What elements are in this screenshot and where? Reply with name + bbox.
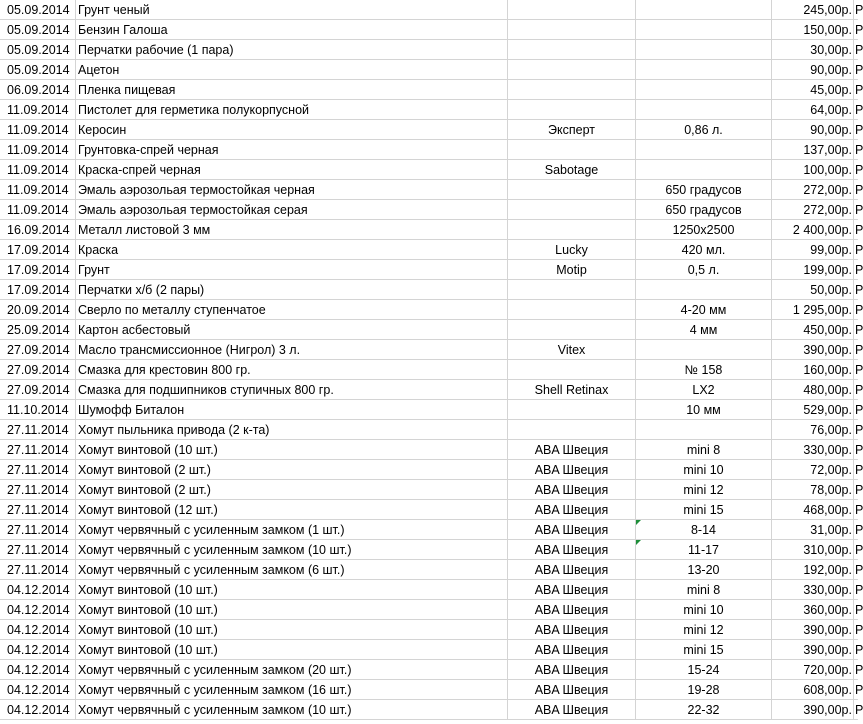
- brand-cell[interactable]: ABA Швеция: [508, 520, 636, 540]
- table-row: [0, 340, 863, 360]
- table-row: [0, 20, 863, 40]
- price-cell[interactable]: 245,00р.: [772, 0, 854, 20]
- item-name-cell[interactable]: Хомут винтовой (10 шт.): [76, 640, 508, 660]
- spec-cell[interactable]: 10 мм: [636, 400, 772, 420]
- table-row: [0, 600, 863, 620]
- next-column-cell[interactable]: Р: [855, 203, 863, 217]
- brand-cell[interactable]: ABA Швеция: [508, 660, 636, 680]
- next-column-cell[interactable]: Р: [855, 123, 863, 137]
- date-cell[interactable]: 27.11.2014: [0, 560, 76, 580]
- table-row: [0, 480, 863, 500]
- item-name-cell[interactable]: Шумофф Биталон: [76, 400, 508, 420]
- table-row: [0, 700, 863, 720]
- item-name-cell[interactable]: Металл листовой 3 мм: [76, 220, 508, 240]
- item-name-cell[interactable]: Бензин Галоша: [76, 20, 508, 40]
- spec-cell[interactable]: [636, 280, 772, 300]
- date-cell[interactable]: 17.09.2014: [0, 240, 76, 260]
- item-name-cell[interactable]: Хомут червячный с усиленным замком (6 шт.): [76, 560, 508, 580]
- item-name-cell[interactable]: Хомут винтовой (2 шт.): [76, 460, 508, 480]
- price-cell[interactable]: 31,00р.: [772, 520, 854, 540]
- table-row: [0, 220, 863, 240]
- table-row: [0, 260, 863, 280]
- price-cell[interactable]: 272,00р.: [772, 200, 854, 220]
- next-column-cell[interactable]: Р: [855, 403, 863, 417]
- date-cell[interactable]: 05.09.2014: [0, 0, 76, 20]
- price-cell[interactable]: 1 295,00р.: [772, 300, 854, 320]
- table-row: [0, 540, 863, 560]
- next-column-cell[interactable]: Р: [855, 623, 863, 637]
- table-row: [0, 460, 863, 480]
- item-name-cell[interactable]: Грунт: [76, 260, 508, 280]
- next-column-cell[interactable]: Р: [855, 323, 863, 337]
- brand-cell[interactable]: Shell Retinax: [508, 380, 636, 400]
- table-row: [0, 680, 863, 700]
- date-cell[interactable]: 11.09.2014: [0, 100, 76, 120]
- brand-cell[interactable]: Эксперт: [508, 120, 636, 140]
- table-row: [0, 360, 863, 380]
- brand-cell[interactable]: [508, 100, 636, 120]
- item-name-cell[interactable]: Краска: [76, 240, 508, 260]
- next-column-cell[interactable]: Р: [855, 383, 863, 397]
- brand-cell[interactable]: ABA Швеция: [508, 500, 636, 520]
- spec-cell[interactable]: [636, 40, 772, 60]
- price-cell[interactable]: 100,00р.: [772, 160, 854, 180]
- price-cell[interactable]: 468,00р.: [772, 500, 854, 520]
- price-cell[interactable]: 45,00р.: [772, 80, 854, 100]
- table-row: [0, 320, 863, 340]
- next-column-cell[interactable]: Р: [855, 483, 863, 497]
- date-cell[interactable]: 27.09.2014: [0, 380, 76, 400]
- table-row: [0, 120, 863, 140]
- price-cell[interactable]: 64,00р.: [772, 100, 854, 120]
- item-name-cell[interactable]: Эмаль аэрозольая термостойкая серая: [76, 200, 508, 220]
- spec-cell[interactable]: [636, 340, 772, 360]
- item-name-cell[interactable]: Хомут винтовой (10 шт.): [76, 580, 508, 600]
- cell-indicator-icon: [636, 520, 641, 525]
- next-column-cell[interactable]: Р: [855, 603, 863, 617]
- price-cell[interactable]: 160,00р.: [772, 360, 854, 380]
- brand-cell[interactable]: Sabotage: [508, 160, 636, 180]
- price-cell[interactable]: 76,00р.: [772, 420, 854, 440]
- brand-cell[interactable]: [508, 400, 636, 420]
- item-name-cell[interactable]: Пленка пищевая: [76, 80, 508, 100]
- date-cell[interactable]: 04.12.2014: [0, 700, 76, 720]
- price-cell[interactable]: 529,00р.: [772, 400, 854, 420]
- brand-cell[interactable]: ABA Швеция: [508, 600, 636, 620]
- spec-cell[interactable]: 4 мм: [636, 320, 772, 340]
- next-column-cell[interactable]: Р: [855, 443, 863, 457]
- spec-cell[interactable]: 420 мл.: [636, 240, 772, 260]
- item-name-cell[interactable]: Ацетон: [76, 60, 508, 80]
- date-cell[interactable]: 27.11.2014: [0, 440, 76, 460]
- next-column-cell[interactable]: Р: [855, 183, 863, 197]
- spec-cell[interactable]: [636, 60, 772, 80]
- item-name-cell[interactable]: Грунт ченый: [76, 0, 508, 20]
- date-cell[interactable]: 04.12.2014: [0, 620, 76, 640]
- item-name-cell[interactable]: Хомут червячный с усиленным замком (20 шт.): [76, 660, 508, 680]
- next-column-cell[interactable]: Р: [855, 703, 863, 717]
- price-cell[interactable]: 199,00р.: [772, 260, 854, 280]
- price-cell[interactable]: 450,00р.: [772, 320, 854, 340]
- item-name-cell[interactable]: Масло трансмиссионное (Нигрол) 3 л.: [76, 340, 508, 360]
- table-row: [0, 60, 863, 80]
- brand-cell[interactable]: ABA Швеция: [508, 700, 636, 720]
- brand-cell[interactable]: [508, 180, 636, 200]
- table-row: [0, 200, 863, 220]
- spec-cell[interactable]: mini 15: [636, 500, 772, 520]
- date-cell[interactable]: 11.09.2014: [0, 180, 76, 200]
- next-column-cell[interactable]: Р: [855, 543, 863, 557]
- date-cell[interactable]: 06.09.2014: [0, 80, 76, 100]
- brand-cell[interactable]: ABA Швеция: [508, 540, 636, 560]
- table-row: [0, 420, 863, 440]
- date-cell[interactable]: 05.09.2014: [0, 60, 76, 80]
- brand-cell[interactable]: [508, 140, 636, 160]
- brand-cell[interactable]: [508, 220, 636, 240]
- brand-cell[interactable]: ABA Швеция: [508, 620, 636, 640]
- next-column-cell[interactable]: Р: [855, 103, 863, 117]
- item-name-cell[interactable]: Хомут пыльника привода (2 к-та): [76, 420, 508, 440]
- item-name-cell[interactable]: Хомут винтовой (12 шт.): [76, 500, 508, 520]
- next-column-cell[interactable]: Р: [855, 283, 863, 297]
- spec-cell[interactable]: 13-20: [636, 560, 772, 580]
- date-cell[interactable]: 16.09.2014: [0, 220, 76, 240]
- spec-cell[interactable]: mini 12: [636, 480, 772, 500]
- item-name-cell[interactable]: Хомут червячный с усиленным замком (10 шт.): [76, 700, 508, 720]
- table-row: [0, 380, 863, 400]
- next-column-cell[interactable]: Р: [855, 243, 863, 257]
- spec-cell[interactable]: mini 8: [636, 580, 772, 600]
- date-cell[interactable]: 27.09.2014: [0, 340, 76, 360]
- brand-cell[interactable]: Lucky: [508, 240, 636, 260]
- date-cell[interactable]: 04.12.2014: [0, 660, 76, 680]
- date-cell[interactable]: 04.12.2014: [0, 680, 76, 700]
- date-cell[interactable]: 27.11.2014: [0, 500, 76, 520]
- table-row: [0, 400, 863, 420]
- spec-cell[interactable]: LX2: [636, 380, 772, 400]
- date-cell[interactable]: 20.09.2014: [0, 300, 76, 320]
- spec-cell[interactable]: mini 12: [636, 620, 772, 640]
- spec-cell[interactable]: mini 15: [636, 640, 772, 660]
- table-row: [0, 100, 863, 120]
- table-row: [0, 660, 863, 680]
- price-cell[interactable]: 608,00р.: [772, 680, 854, 700]
- next-column-cell[interactable]: Р: [855, 163, 863, 177]
- table-row: [0, 180, 863, 200]
- spec-cell[interactable]: mini 10: [636, 600, 772, 620]
- date-cell[interactable]: 04.12.2014: [0, 600, 76, 620]
- table-row: [0, 160, 863, 180]
- item-name-cell[interactable]: Перчатки рабочие (1 пара): [76, 40, 508, 60]
- price-cell[interactable]: 150,00р.: [772, 20, 854, 40]
- table-row: [0, 80, 863, 100]
- spec-cell[interactable]: [636, 160, 772, 180]
- table-row: [0, 580, 863, 600]
- brand-cell[interactable]: Vitex: [508, 340, 636, 360]
- table-row: [0, 440, 863, 460]
- price-cell[interactable]: 480,00р.: [772, 380, 854, 400]
- table-row: [0, 0, 863, 20]
- price-cell[interactable]: 330,00р.: [772, 440, 854, 460]
- brand-cell[interactable]: ABA Швеция: [508, 560, 636, 580]
- next-column-cell[interactable]: Р: [855, 563, 863, 577]
- spec-cell[interactable]: 650 градусов: [636, 200, 772, 220]
- table-row: [0, 560, 863, 580]
- item-name-cell[interactable]: Краска-спрей черная: [76, 160, 508, 180]
- next-column-cell[interactable]: Р: [855, 43, 863, 57]
- price-cell[interactable]: 90,00р.: [772, 60, 854, 80]
- table-row: [0, 280, 863, 300]
- date-cell[interactable]: 11.09.2014: [0, 160, 76, 180]
- price-cell[interactable]: 50,00р.: [772, 280, 854, 300]
- spec-text: 11-17: [687, 543, 720, 557]
- price-cell[interactable]: 78,00р.: [772, 480, 854, 500]
- item-name-cell[interactable]: Хомут червячный с усиленным замком (16 шт.): [76, 680, 508, 700]
- table-row: [0, 240, 863, 260]
- spec-cell[interactable]: [636, 0, 772, 20]
- date-cell[interactable]: 17.09.2014: [0, 280, 76, 300]
- item-name-cell[interactable]: Хомут винтовой (10 шт.): [76, 600, 508, 620]
- next-column-cell[interactable]: Р: [855, 83, 863, 97]
- next-column-cell[interactable]: Р: [855, 23, 863, 37]
- price-cell[interactable]: 2 400,00р.: [772, 220, 854, 240]
- brand-cell[interactable]: [508, 80, 636, 100]
- item-name-cell[interactable]: Хомут винтовой (2 шт.): [76, 480, 508, 500]
- item-name-cell[interactable]: Хомут червячный с усиленным замком (1 шт.): [76, 520, 508, 540]
- price-cell[interactable]: 99,00р.: [772, 240, 854, 260]
- spec-cell[interactable]: [636, 20, 772, 40]
- item-name-cell[interactable]: Керосин: [76, 120, 508, 140]
- spec-cell[interactable]: № 158: [636, 360, 772, 380]
- date-cell[interactable]: 11.09.2014: [0, 200, 76, 220]
- brand-cell[interactable]: Motip: [508, 260, 636, 280]
- date-cell[interactable]: 05.09.2014: [0, 20, 76, 40]
- spec-cell[interactable]: 0,86 л.: [636, 120, 772, 140]
- spec-cell[interactable]: 650 градусов: [636, 180, 772, 200]
- next-column-cell[interactable]: Р: [855, 583, 863, 597]
- price-cell[interactable]: 137,00р.: [772, 140, 854, 160]
- next-column-cell[interactable]: Р: [855, 343, 863, 357]
- spec-text: 8-14: [690, 523, 717, 537]
- spec-cell[interactable]: [636, 140, 772, 160]
- item-name-cell[interactable]: Пистолет для герметика полукорпусной: [76, 100, 508, 120]
- price-cell[interactable]: 90,00р.: [772, 120, 854, 140]
- date-cell[interactable]: 11.09.2014: [0, 140, 76, 160]
- price-cell[interactable]: 360,00р.: [772, 600, 854, 620]
- brand-cell[interactable]: [508, 0, 636, 20]
- table-row: [0, 620, 863, 640]
- price-cell[interactable]: 272,00р.: [772, 180, 854, 200]
- price-cell[interactable]: 72,00р.: [772, 460, 854, 480]
- item-name-cell[interactable]: Хомут червячный с усиленным замком (10 шт.): [76, 540, 508, 560]
- next-column-cell[interactable]: Р: [855, 223, 863, 237]
- next-column-cell[interactable]: Р: [855, 643, 863, 657]
- brand-cell[interactable]: ABA Швеция: [508, 580, 636, 600]
- brand-cell[interactable]: [508, 320, 636, 340]
- table-row: [0, 40, 863, 60]
- brand-cell[interactable]: [508, 60, 636, 80]
- item-name-cell[interactable]: Смазка для крестовин 800 гр.: [76, 360, 508, 380]
- date-cell[interactable]: 27.11.2014: [0, 480, 76, 500]
- cell-indicator-icon: [636, 540, 641, 545]
- price-cell[interactable]: 330,00р.: [772, 580, 854, 600]
- spec-cell[interactable]: [636, 520, 772, 540]
- next-column-cell[interactable]: Р: [855, 303, 863, 317]
- date-cell[interactable]: 27.11.2014: [0, 540, 76, 560]
- table-row: [0, 640, 863, 660]
- price-cell[interactable]: 390,00р.: [772, 640, 854, 660]
- price-cell[interactable]: 720,00р.: [772, 660, 854, 680]
- next-column-cell[interactable]: Р: [855, 503, 863, 517]
- brand-cell[interactable]: ABA Швеция: [508, 460, 636, 480]
- price-cell[interactable]: 390,00р.: [772, 620, 854, 640]
- date-cell[interactable]: 27.11.2014: [0, 420, 76, 440]
- spec-cell[interactable]: 15-24: [636, 660, 772, 680]
- spec-cell[interactable]: [636, 420, 772, 440]
- date-cell[interactable]: 04.12.2014: [0, 580, 76, 600]
- item-name-cell[interactable]: Картон асбестовый: [76, 320, 508, 340]
- brand-cell[interactable]: ABA Швеция: [508, 640, 636, 660]
- next-column-cell[interactable]: Р: [855, 683, 863, 697]
- date-cell[interactable]: 27.11.2014: [0, 460, 76, 480]
- brand-cell[interactable]: [508, 360, 636, 380]
- next-column-cell[interactable]: Р: [855, 463, 863, 477]
- next-column-cell[interactable]: Р: [855, 143, 863, 157]
- spec-cell[interactable]: 1250х2500: [636, 220, 772, 240]
- table-row: [0, 140, 863, 160]
- table-row: [0, 500, 863, 520]
- date-cell[interactable]: 11.09.2014: [0, 120, 76, 140]
- item-name-cell[interactable]: Грунтовка-спрей черная: [76, 140, 508, 160]
- item-name-cell[interactable]: Эмаль аэрозольая термостойкая черная: [76, 180, 508, 200]
- brand-cell[interactable]: ABA Швеция: [508, 480, 636, 500]
- price-cell[interactable]: 390,00р.: [772, 700, 854, 720]
- next-column-cell[interactable]: Р: [855, 3, 863, 17]
- item-name-cell[interactable]: Хомут винтовой (10 шт.): [76, 440, 508, 460]
- next-column-cell[interactable]: Р: [855, 263, 863, 277]
- spec-cell[interactable]: [636, 80, 772, 100]
- date-cell[interactable]: 27.09.2014: [0, 360, 76, 380]
- date-cell[interactable]: 25.09.2014: [0, 320, 76, 340]
- item-name-cell[interactable]: Перчатки х/б (2 пары): [76, 280, 508, 300]
- brand-cell[interactable]: ABA Швеция: [508, 440, 636, 460]
- spec-cell[interactable]: [636, 100, 772, 120]
- brand-cell[interactable]: [508, 280, 636, 300]
- price-cell[interactable]: 192,00р.: [772, 560, 854, 580]
- date-cell[interactable]: 11.10.2014: [0, 400, 76, 420]
- date-cell[interactable]: 17.09.2014: [0, 260, 76, 280]
- brand-cell[interactable]: [508, 420, 636, 440]
- brand-cell[interactable]: [508, 20, 636, 40]
- brand-cell[interactable]: [508, 200, 636, 220]
- item-name-cell[interactable]: Смазка для подшипников ступичных 800 гр.: [76, 380, 508, 400]
- item-name-cell[interactable]: Сверло по металлу ступенчатое: [76, 300, 508, 320]
- table-row: [0, 300, 863, 320]
- date-cell[interactable]: 04.12.2014: [0, 640, 76, 660]
- spec-cell[interactable]: [636, 540, 772, 560]
- spec-cell[interactable]: 22-32: [636, 700, 772, 720]
- price-cell[interactable]: 310,00р.: [772, 540, 854, 560]
- spec-cell[interactable]: mini 8: [636, 440, 772, 460]
- spec-cell[interactable]: 0,5 л.: [636, 260, 772, 280]
- date-cell[interactable]: 27.11.2014: [0, 520, 76, 540]
- brand-cell[interactable]: ABA Швеция: [508, 680, 636, 700]
- brand-cell[interactable]: [508, 300, 636, 320]
- next-column-cell[interactable]: Р: [855, 63, 863, 77]
- spec-cell[interactable]: mini 10: [636, 460, 772, 480]
- spec-cell[interactable]: 4-20 мм: [636, 300, 772, 320]
- price-cell[interactable]: 390,00р.: [772, 340, 854, 360]
- table-row: [0, 520, 863, 540]
- next-column-cell[interactable]: Р: [855, 363, 863, 377]
- next-column-cell[interactable]: Р: [855, 663, 863, 677]
- next-column-cell[interactable]: Р: [855, 423, 863, 437]
- next-column-cell[interactable]: Р: [855, 523, 863, 537]
- item-name-cell[interactable]: Хомут винтовой (10 шт.): [76, 620, 508, 640]
- price-cell[interactable]: 30,00р.: [772, 40, 854, 60]
- brand-cell[interactable]: [508, 40, 636, 60]
- date-cell[interactable]: 05.09.2014: [0, 40, 76, 60]
- spec-cell[interactable]: 19-28: [636, 680, 772, 700]
